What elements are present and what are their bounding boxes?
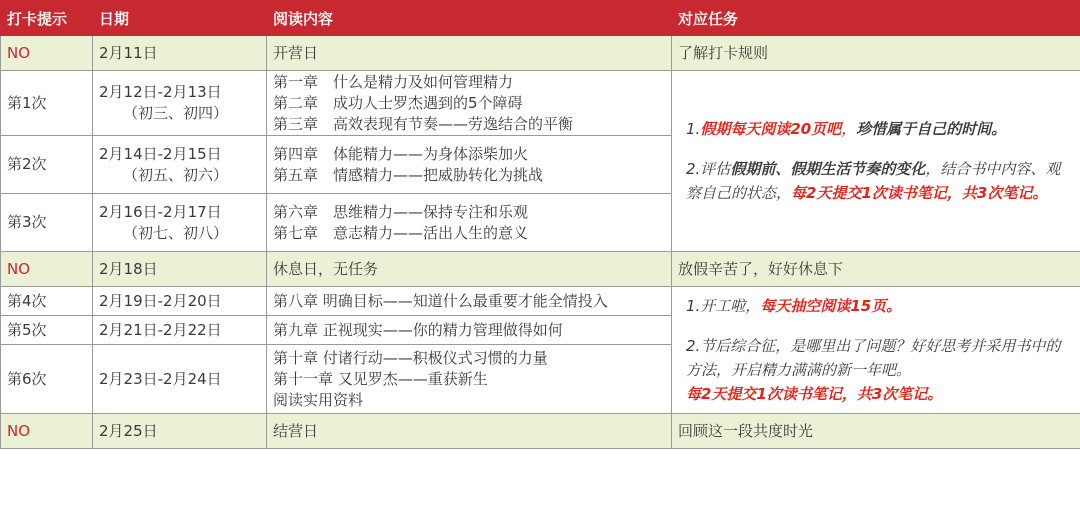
task-cell: 了解打卡规则 [672, 36, 1080, 71]
date-range: 2月12日-2月13日 [99, 83, 222, 101]
chapter-line: 第四章 体能精力——为身体添柴加火 [273, 144, 529, 163]
date-cell [93, 136, 267, 194]
mark-cell: 第2次 [1, 136, 93, 194]
content-cell [267, 136, 672, 194]
task-paragraph: 2.节后综合征，是哪里出了问题？好好思考并采用书中的方法，开启精力满满的新一年吧。 每2天提交1次读书笔记，共3次笔记。 [686, 337, 1061, 403]
date-cell: 2月23日-2月24日 [93, 345, 267, 414]
table-row [1, 287, 1080, 316]
date-cell: 2月21日-2月22日 [93, 316, 267, 345]
chapter-line: 第六章 思维精力——保持专注和乐观 [273, 202, 529, 221]
content-cell [267, 194, 672, 252]
chapter-line: 阅读实用资料 [273, 390, 364, 409]
mark-cell: 第6次 [1, 345, 93, 414]
table-row [1, 414, 1080, 449]
mark-cell: 第1次 [1, 71, 93, 136]
task-paragraph: 1.开工啦，每天抽空阅读15页。 [686, 297, 902, 315]
chapter-line: 第十一章 又见罗杰——重获新生 [273, 369, 488, 388]
mark-cell: 第5次 [1, 316, 93, 345]
lunar-date: （初三、初四） [123, 104, 229, 122]
chapter-line: 第二章 成功人士罗杰遇到的5个障碍 [273, 93, 523, 112]
header-row [1, 1, 1080, 36]
header-content: 阅读内容 [267, 1, 672, 36]
date-cell: 2月11日 [93, 36, 267, 71]
content-cell: 结营日 [267, 414, 672, 449]
task-cell: 放假辛苦了，好好休息下 [672, 252, 1080, 287]
header-mark: 打卡提示 [1, 1, 93, 36]
date-cell [93, 194, 267, 252]
header-date: 日期 [93, 1, 267, 36]
table-row [1, 36, 1080, 71]
content-cell: 开营日 [267, 36, 672, 71]
table-row [1, 252, 1080, 287]
content-cell: 休息日，无任务 [267, 252, 672, 287]
date-cell [93, 71, 267, 136]
mark-cell: NO [1, 252, 93, 287]
mark-cell: NO [1, 36, 93, 71]
content-cell [267, 345, 672, 414]
date-cell: 2月19日-2月20日 [93, 287, 267, 316]
table-row [1, 71, 1080, 136]
task-cell: 回顾这一段共度时光 [672, 414, 1080, 449]
content-cell: 第八章 明确目标——知道什么最重要才能全情投入 [267, 287, 672, 316]
task-cell-merged [672, 287, 1080, 414]
mark-cell: NO [1, 414, 93, 449]
chapter-line: 第一章 什么是精力及如何管理精力 [273, 72, 514, 91]
date-range: 2月16日-2月17日 [99, 202, 222, 221]
lunar-date: （初七、初八） [123, 223, 229, 242]
chapter-line: 第七章 意志精力——活出人生的意义 [273, 223, 529, 242]
date-range: 2月14日-2月15日 [99, 144, 222, 163]
chapter-line: 第十章 付诸行动——积极仪式习惯的力量 [273, 348, 548, 367]
chapter-line: 第五章 情感精力——把威胁转化为挑战 [273, 165, 544, 184]
mark-cell: 第3次 [1, 194, 93, 252]
lunar-date: （初五、初六） [123, 165, 229, 184]
content-cell [267, 71, 672, 136]
date-cell: 2月25日 [93, 414, 267, 449]
task-cell-merged [672, 71, 1080, 252]
header-task: 对应任务 [672, 1, 1080, 36]
chapter-line: 第三章 高效表现有节奏——劳逸结合的平衡 [273, 114, 574, 133]
task-paragraph: 1.假期每天阅读20页吧，珍惜属于自己的时间。 [686, 120, 1007, 138]
mark-cell: 第4次 [1, 287, 93, 316]
date-cell: 2月18日 [93, 252, 267, 287]
task-paragraph: 2.评估假期前、假期生活节奏的变化，结合书中内容、观察自己的状态，每2天提交1次读书笔记，共3次笔记。 [686, 160, 1061, 202]
content-cell: 第九章 正视现实——你的精力管理做得如何 [267, 316, 672, 345]
